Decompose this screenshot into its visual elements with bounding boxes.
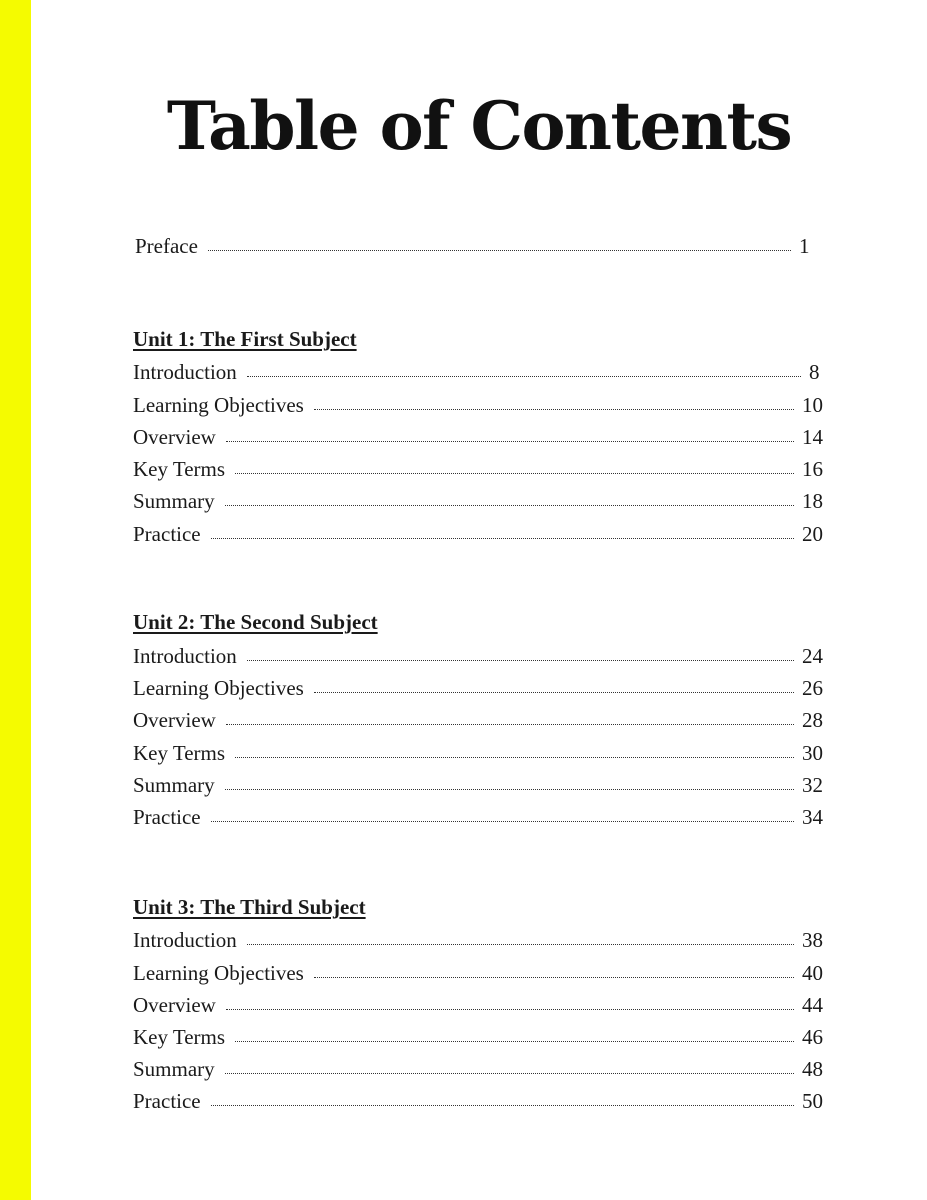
toc-entry-label: Learning Objectives	[133, 676, 304, 700]
toc-entry	[133, 958, 823, 988]
toc-entry-label: Practice	[133, 1089, 201, 1113]
dot-leader	[211, 538, 794, 539]
toc-entry	[133, 925, 823, 955]
toc-entry-label: Learning Objectives	[133, 393, 304, 417]
toc-entry-page: 48	[802, 1057, 823, 1081]
toc-entry-label: Key Terms	[133, 457, 226, 481]
toc-entry-label: Introduction	[133, 644, 237, 668]
dot-leader	[235, 757, 794, 758]
toc-entry	[133, 990, 823, 1020]
toc-entry-page: 20	[802, 522, 823, 546]
dot-leader	[226, 1009, 794, 1010]
toc-entry-page: 26	[802, 676, 823, 700]
toc-entry-label: Summary	[133, 773, 215, 797]
dot-leader	[247, 376, 801, 377]
toc-entry-label: Overview	[133, 425, 216, 449]
toc-entry-label: Summary	[133, 489, 215, 513]
toc-entry-label: Learning Objectives	[133, 961, 304, 985]
toc-entry-label: Practice	[133, 805, 201, 829]
toc-entry	[133, 641, 823, 671]
toc-entry	[133, 770, 823, 800]
toc-entry-page: 24	[802, 644, 823, 668]
toc-entry-page: 1	[799, 234, 810, 258]
toc-entry-label: Preface	[135, 234, 198, 258]
toc-entry	[133, 705, 823, 735]
toc-entry-label: Introduction	[133, 928, 237, 952]
toc-entry-page: 16	[802, 457, 823, 481]
toc-entry	[133, 486, 823, 516]
dot-leader	[225, 1073, 794, 1074]
toc-entry	[133, 390, 823, 420]
toc-entry	[133, 454, 823, 484]
dot-leader	[314, 692, 794, 693]
page-title: Table of Contents	[166, 87, 792, 165]
toc-entry-page: 32	[802, 773, 823, 797]
toc-entry-page: 14	[802, 425, 823, 449]
toc-entry-label: Key Terms	[133, 1025, 226, 1049]
toc-entry	[133, 357, 823, 387]
toc-entry-page: 46	[802, 1025, 823, 1049]
dot-leader	[226, 724, 794, 725]
toc-entry-page: 44	[802, 993, 823, 1017]
dot-leader	[211, 821, 794, 822]
toc-entry	[133, 1022, 823, 1052]
toc-entry	[133, 738, 823, 768]
dot-leader	[226, 441, 794, 442]
unit-heading: Unit 2: The Second Subject	[133, 610, 378, 634]
dot-leader	[211, 1105, 794, 1106]
toc-entry-preface	[135, 231, 813, 261]
unit-heading: Unit 1: The First Subject	[133, 327, 357, 351]
toc-entry-page: 18	[802, 489, 823, 513]
toc-entry	[133, 1086, 823, 1116]
toc-entry	[133, 519, 823, 549]
dot-leader	[314, 977, 794, 978]
unit-heading: Unit 3: The Third Subject	[133, 895, 366, 919]
dot-leader	[208, 250, 791, 251]
dot-leader	[314, 409, 794, 410]
dot-leader	[235, 1041, 794, 1042]
toc-entry	[133, 802, 823, 832]
toc-entry-page: 40	[802, 961, 823, 985]
dot-leader	[225, 505, 794, 506]
dot-leader	[247, 944, 794, 945]
toc-entry-label: Overview	[133, 708, 216, 732]
toc-entry-label: Practice	[133, 522, 201, 546]
toc-entry	[133, 422, 823, 452]
toc-entry-label: Introduction	[133, 360, 237, 384]
toc-entry	[133, 673, 823, 703]
accent-bar	[0, 0, 31, 1200]
toc-entry-page: 10	[802, 393, 823, 417]
dot-leader	[235, 473, 794, 474]
toc-entry-label: Summary	[133, 1057, 215, 1081]
dot-leader	[247, 660, 794, 661]
toc-entry-page: 38	[802, 928, 823, 952]
toc-entry-page: 8	[809, 360, 820, 384]
toc-entry-page: 50	[802, 1089, 823, 1113]
toc-entry-page: 28	[802, 708, 823, 732]
toc-entry-label: Overview	[133, 993, 216, 1017]
toc-entry-label: Key Terms	[133, 741, 226, 765]
dot-leader	[225, 789, 794, 790]
toc-entry-page: 30	[802, 741, 823, 765]
toc-entry-page: 34	[802, 805, 823, 829]
toc-entry	[133, 1054, 823, 1084]
